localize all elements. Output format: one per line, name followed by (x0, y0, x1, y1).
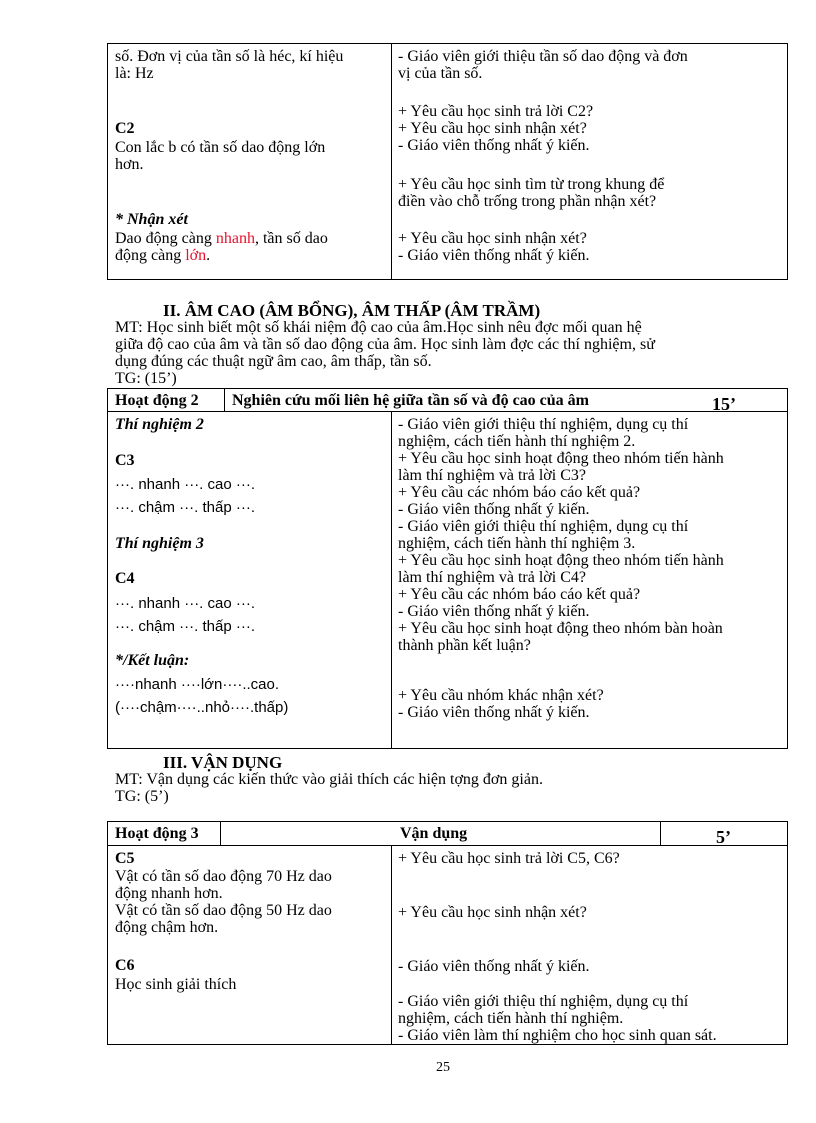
section2-time: TG: (15’) (115, 370, 177, 387)
t2-right-line: - Giáo viên giới thiệu thí nghiệm, dụng cụ thí (398, 416, 689, 433)
conclusion-line2: (····chậm····..nhỏ····.thấp) (115, 699, 289, 716)
c5-answer-line: động chậm hơn. (115, 919, 219, 936)
c2-label: C2 (115, 120, 135, 137)
c5-answer-line: động nhanh hơn. (115, 885, 223, 902)
section2-objectives (115, 319, 655, 387)
frequency-unit-line2: là: Hz (115, 65, 154, 82)
table1-right-cell (398, 48, 688, 82)
table-divider (220, 821, 221, 845)
remark-end: . (206, 247, 211, 264)
remark-text (115, 230, 328, 264)
c4-label: C4 (115, 570, 135, 587)
activity3-demo (398, 993, 717, 1044)
page-number: 25 (436, 1060, 450, 1075)
c3-label: C3 (115, 452, 135, 469)
t1-right-line: + Yêu cầu học sinh nhận xét? (398, 120, 587, 137)
c5-label: C5 (115, 850, 135, 867)
t1-right-line: - Giáo viên thống nhất ý kiến. (398, 137, 590, 154)
t2-right-line: - Giáo viên thống nhất ý kiến. (398, 603, 590, 620)
activity3-label: Hoạt động 3 (115, 825, 199, 842)
c4-answer-line1: ···. nhanh ···. cao ···. (115, 595, 256, 612)
t2-right-line: thành phần kết luận? (398, 637, 531, 654)
t2-right-line: làm thí nghiệm và trả lời C3? (398, 467, 586, 484)
t2-right-line: nghiệm, cách tiến hành thí nghiệm 2. (398, 433, 636, 450)
t1-right-line: - Giáo viên giới thiệu tần số dao động và đơn (398, 48, 688, 65)
t2-right-line: nghiệm, cách tiến hành thí nghiệm 3. (398, 535, 636, 552)
c3-answer-line1: ···. nhanh ···. cao ···. (115, 476, 256, 493)
table1-right-fill (398, 176, 664, 210)
t2-right-line: + Yêu cầu học sinh hoạt động theo nhóm tiến hành (398, 552, 724, 569)
t2-right-line: + Yêu cầu nhóm khác nhận xét? (398, 687, 604, 704)
c4-answer-line2: ···. chậm ···. thấp ···. (115, 618, 256, 635)
table-divider (391, 845, 392, 1045)
t2-right-line: - Giáo viên giới thiệu thí nghiệm, dụng cụ thí (398, 518, 689, 535)
table-divider (391, 411, 392, 749)
t1-right-line: điền vào chỗ trống trong phần nhận xét? (398, 193, 657, 210)
activity3-time: 5’ (716, 827, 731, 847)
table1-left-cell (115, 48, 343, 82)
table1-right-remark (398, 230, 590, 264)
activity2-title: Nghiên cứu mối liên hệ giữa tần số và độ cao của âm (232, 392, 589, 409)
remark-mid: , tần số dao (254, 230, 328, 247)
remark-line2 (115, 247, 328, 264)
t2-right-line: - Giáo viên thống nhất ý kiến. (398, 501, 590, 518)
t1-right-line: + Yêu cầu học sinh tìm từ trong khung để (398, 176, 665, 193)
section2-mt-line: giữa độ cao của âm và tần số dao động của âm. Học sinh làm đợc các thí nghiệm, sử (115, 336, 655, 353)
t2-right-line: + Yêu cầu học sinh hoạt động theo nhóm bàn hoàn (398, 620, 723, 637)
section3-mt-line: MT: Vận dụng các kiến thức vào giải thích các hiện tợng đơn giản. (115, 771, 543, 788)
c5-answer-line: Vật có tần số dao động 50 Hz dao (115, 902, 332, 919)
t2-right-line: - Giáo viên thống nhất ý kiến. (398, 704, 590, 721)
t3-right-line: nghiệm, cách tiến hành thí nghiệm. (398, 1010, 624, 1027)
activity2-time: 15’ (712, 394, 736, 414)
remark-highlight-fast: nhanh (215, 230, 255, 247)
t1-right-line: + Yêu cầu học sinh trả lời C2? (398, 103, 594, 120)
t2-right-line: làm thí nghiệm và trả lời C4? (398, 569, 586, 586)
t1-right-line: - Giáo viên thống nhất ý kiến. (398, 247, 590, 264)
table1-right-c2 (398, 103, 593, 154)
experiment2-label: Thí nghiệm 2 (115, 416, 204, 433)
t2-right-line: + Yêu cầu học sinh hoạt động theo nhóm tiến hành (398, 450, 724, 467)
remark-pre: Dao động càng (115, 230, 216, 247)
c5-answer (115, 868, 332, 936)
remark-label: * Nhận xét (115, 211, 188, 228)
section2-mt-line: MT: Học sinh biết một số khái niệm độ cao của âm.Học sinh nêu đợc mối quan hệ (115, 319, 642, 336)
remark-pre2: động càng (115, 247, 186, 264)
t1-right-line: + Yêu cầu học sinh nhận xét? (398, 230, 587, 247)
c5-answer-line: Vật có tần số dao động 70 Hz dao (115, 868, 332, 885)
t3-right-line: + Yêu cầu học sinh trả lời C5, C6? (398, 850, 620, 867)
c6-label: C6 (115, 957, 135, 974)
t3-right-line: - Giáo viên làm thí nghiệm cho học sinh quan sát. (398, 1027, 717, 1044)
activity2-teacher-final (398, 687, 604, 721)
conclusion-line1: ····nhanh ····lớn····..cao. (115, 676, 280, 693)
activity2-label: Hoạt động 2 (115, 392, 199, 409)
table-divider (107, 845, 788, 846)
activity2-teacher-steps (398, 416, 724, 654)
t2-right-line: + Yêu cầu các nhóm báo cáo kết quả? (398, 586, 641, 603)
t3-right-line: - Giáo viên thống nhất ý kiến. (398, 958, 590, 975)
c6-answer: Học sinh giải thích (115, 976, 237, 993)
c3-answer-line2: ···. chậm ···. thấp ···. (115, 499, 256, 516)
section3-objectives (115, 771, 543, 805)
t2-right-line: + Yêu cầu các nhóm báo cáo kết quả? (398, 484, 641, 501)
table-divider (224, 388, 225, 411)
activity3-title: Vận dụng (400, 825, 468, 842)
t3-right-line: - Giáo viên giới thiệu thí nghiệm, dụng cụ thí (398, 993, 689, 1010)
section2-mt-line: dụng đúng các thuật ngữ âm cao, âm thấp, tần số. (115, 353, 432, 370)
frequency-unit-line1: số. Đơn vị của tần số là héc, kí hiệu (115, 48, 344, 65)
table-divider (107, 411, 788, 412)
t3-right-line: + Yêu cầu học sinh nhận xét? (398, 904, 587, 921)
conclusion-label: */Kết luận: (115, 652, 190, 669)
section3-heading: III. VẬN DỤNG (163, 753, 283, 772)
section3-time: TG: (5’) (115, 788, 169, 805)
experiment3-label: Thí nghiệm 3 (115, 535, 204, 552)
c2-answer (115, 139, 325, 173)
remark-highlight-large: lớn (185, 247, 207, 264)
table-divider (660, 821, 661, 845)
t1-right-line: vị của tần số. (398, 65, 483, 82)
remark-line1 (115, 230, 328, 247)
c2-answer-line2: hơn. (115, 156, 144, 173)
table-divider (391, 43, 392, 280)
section2-heading: II. ÂM CAO (ÂM BỔNG), ÂM THẤP (ÂM TRẦM) (163, 301, 541, 320)
c2-answer-line1: Con lắc b có tần số dao động lớn (115, 139, 326, 156)
